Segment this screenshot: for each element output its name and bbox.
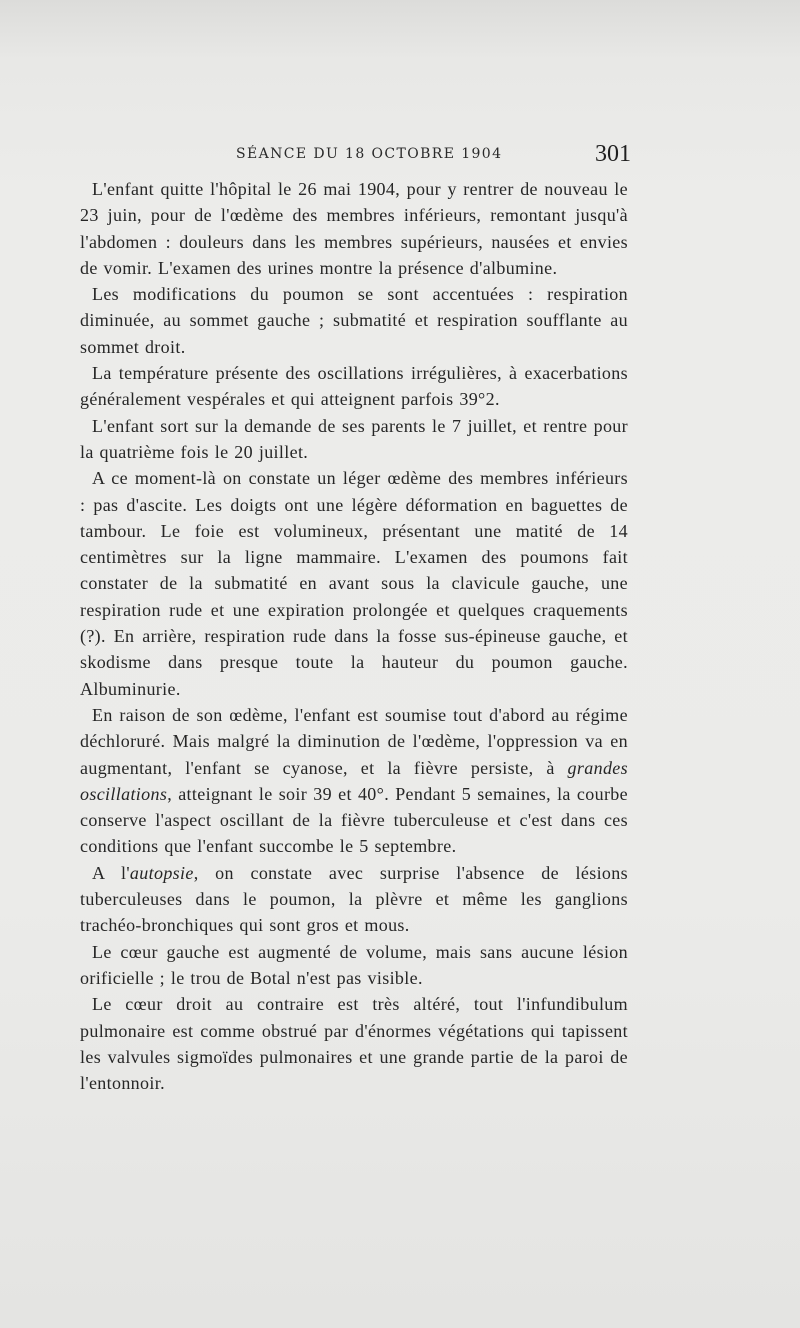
text-run: L'enfant quitte l'hôpital le 26 mai 1904, pour y rentrer de nouveau le 23 juin, pour de l'œdème des membres inférieurs, remontant jusqu'à l'abdomen : douleurs dans les membres supérieurs, nausées et envies de vomir. L'examen des urines montre la présence d'albumine. xyxy=(80,179,628,278)
text-run: Le cœur gauche est augmenté de volume, mais sans aucune lésion orificielle ; le trou de Botal n'est pas visible. xyxy=(80,941,628,988)
page-number: 301 xyxy=(595,141,631,167)
paragraph xyxy=(80,991,628,1096)
italic-text-run: autopsie xyxy=(129,862,194,883)
paragraph xyxy=(80,281,628,360)
text-run: , on constate avec surprise l'absence de lésions tuberculeuses dans le poumon, la plèvre et même les ganglions trachéo-bronchiques qui sont gros et mous. xyxy=(80,862,628,936)
paragraph xyxy=(80,360,628,413)
paragraph xyxy=(80,860,628,939)
text-run: L'enfant sort sur la demande de ses parents le 7 juillet, et rentre pour la quatrième fois le 20 juillet. xyxy=(80,415,628,462)
text-run: En raison de son œdème, l'enfant est soumise tout d'abord au régime déchloruré. Mais malgré la diminution de l'œdème, l'oppression va en augmentant, l'enfant se cyanose, et la fièvre persiste, à xyxy=(80,704,628,778)
paragraph xyxy=(80,465,628,702)
paragraph xyxy=(80,413,628,466)
body-text xyxy=(80,176,628,1096)
italic-text-run: grandes oscillations xyxy=(80,757,628,804)
paragraph xyxy=(80,939,628,992)
text-run: A ce moment-là on constate un léger œdème des membres inférieurs : pas d'ascite. Les doigts ont une légère déformation en baguettes de tambour. Le foie est volumineux, présentant une matité de 14 centimètres sur la ligne mammaire. L'examen des poumons fait constater de la submatité en avant sous la clavicule gauche, une respiration rude et une expiration prolongée et quelques craquements (?). En arrière, respiration rude dans la fosse sus-épineuse gauche, et skodisme dans presque toute la hauteur du poumon gauche. Albuminurie. xyxy=(80,468,628,699)
text-run: A l' xyxy=(92,862,130,883)
running-head-title: SÉANCE DU 18 OCTOBRE 1904 xyxy=(236,146,503,162)
text-run: , atteignant le soir 39 et 40°. Pendant 5 semaines, la courbe conserve l'aspect oscillant de la fièvre tuberculeuse et c'est dans ces conditions que l'enfant succombe le 5 septembre. xyxy=(80,783,628,857)
paragraph xyxy=(80,176,628,281)
paragraph xyxy=(80,702,628,860)
text-run: La température présente des oscillations irrégulières, à exacerbations généralement vespérales et qui atteignent parfois 39°2. xyxy=(80,363,628,410)
text-run: Les modifications du poumon se sont accentuées : respiration diminuée, au sommet gauche ; submatité et respiration soufflante au sommet droit. xyxy=(80,284,628,357)
text-run: Le cœur droit au contraire est très altéré, tout l'infundibulum pulmonaire est comme obstrué par d'énormes végétations qui tapissent les valvules sigmoïdes pulmonaires et une grande partie de la paroi de l'entonnoir. xyxy=(80,994,628,1094)
